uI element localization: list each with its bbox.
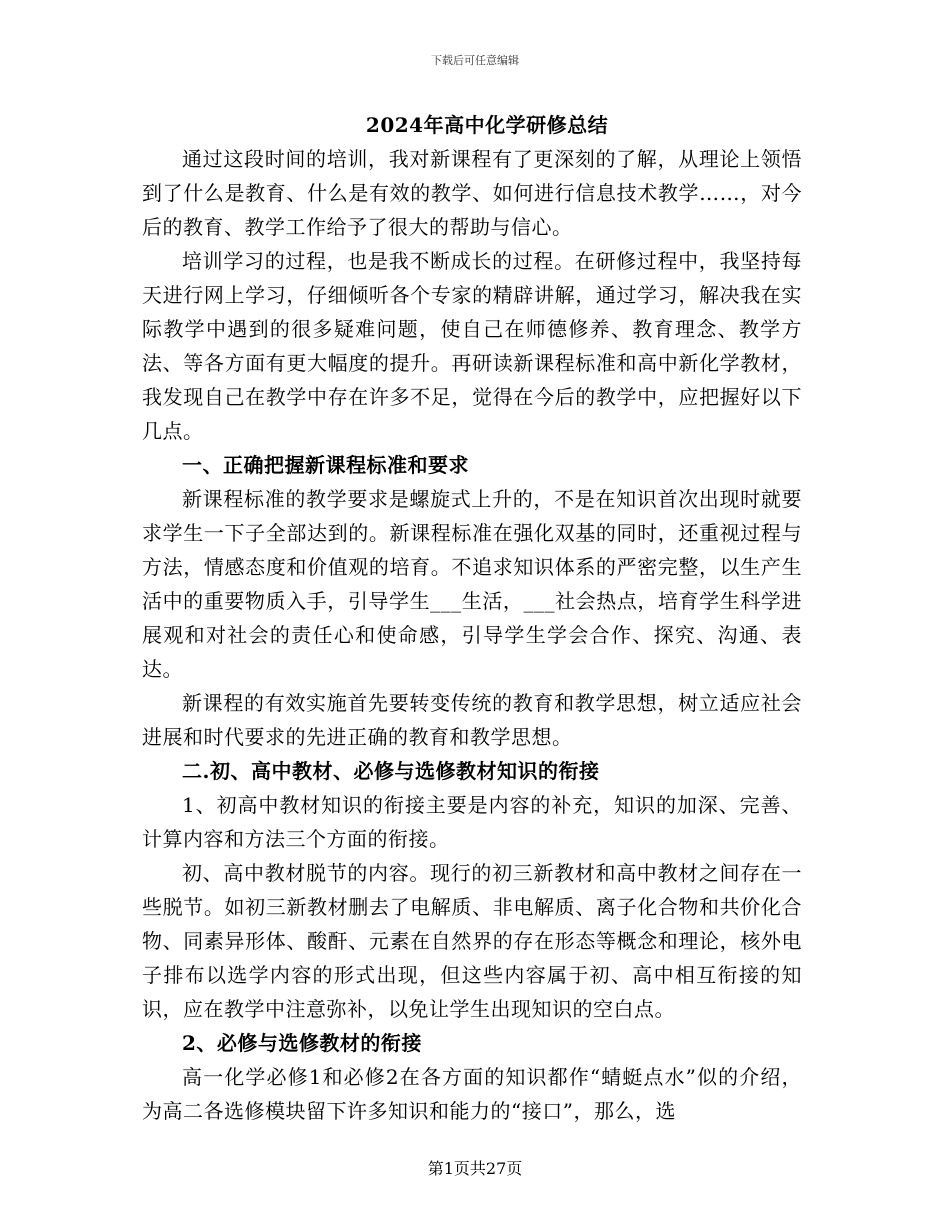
section-1-heading: 一、正确把握新课程标准和要求: [182, 453, 469, 477]
document-title: 2024年高中化学研修总结: [365, 113, 609, 137]
document-body: [142, 108, 802, 1128]
section-2-paragraph-1: 1、初高中教材知识的衔接主要是内容的补充，知识的加深、完善、计算内容和方法三个方面的衔接。: [142, 793, 802, 851]
section-3-paragraph-1: 高一化学必修1和必修2在各方面的知识都作“蜻蜓点水”似的介绍，为高二各选修模块留下许多知识和能力的“接口”，那么，选: [142, 1065, 802, 1123]
intro-paragraph-2: 培训学习的过程，也是我不断成长的过程。在研修过程中，我坚持每天进行网上学习，仔细倾听各个专家的精辟讲解，通过学习，解决我在实际教学中遇到的很多疑难问题，使自己在师德修养、教育理念、教学方法、等各方面有更大幅度的提升。再研读新课程标准和高中新化学教材，我发现自己在教学中存在许多不足，觉得在今后的教学中，应把握好以下几点。: [142, 249, 802, 443]
section-2-paragraph-2: 初、高中教材脱节的内容。现行的初三新教材和高中教材之间存在一些脱节。如初三新教材删去了电解质、非电解质、离子化合物和共价化合物、同素异形体、酸酐、元素在自然界的存在形态等概念和理论，核外电子排布以选学内容的形式出现，但这些内容属于初、高中相互衔接的知识，应在教学中注意弥补，以免让学生出现知识的空白点。: [142, 861, 802, 1021]
header-note: 下载后可任意编辑: [431, 54, 519, 67]
page-footer: 第1页共27页: [427, 1159, 523, 1178]
section-3-heading: 2、必修与选修教材的衔接: [182, 1031, 422, 1055]
section-1-paragraph-1: 新课程标准的教学要求是螺旋式上升的，不是在知识首次出现时就要求学生一下子全部达到的。新课程标准在强化双基的同时，还重视过程与方法，情感态度和价值观的培育。不追求知识体系的严密完整，以生产生活中的重要物质入手，引导学生___生活，___社会热点，培育学生科学进展观和对社会的责任心和使命感，引导学生学会合作、探究、沟通、表达。: [142, 487, 802, 681]
intro-paragraph-1: 通过这段时间的培训，我对新课程有了更深刻的了解，从理论上领悟到了什么是教育、什么是有效的教学、如何进行信息技术教学……，对今后的教育、教学工作给予了很大的帮助与信心。: [142, 147, 802, 239]
section-1-paragraph-2: 新课程的有效实施首先要转变传统的教育和教学思想，树立适应社会进展和时代要求的先进正确的教育和教学思想。: [142, 691, 802, 749]
section-2-heading: 二.初、高中教材、必修与选修教材知识的衔接: [182, 759, 600, 783]
